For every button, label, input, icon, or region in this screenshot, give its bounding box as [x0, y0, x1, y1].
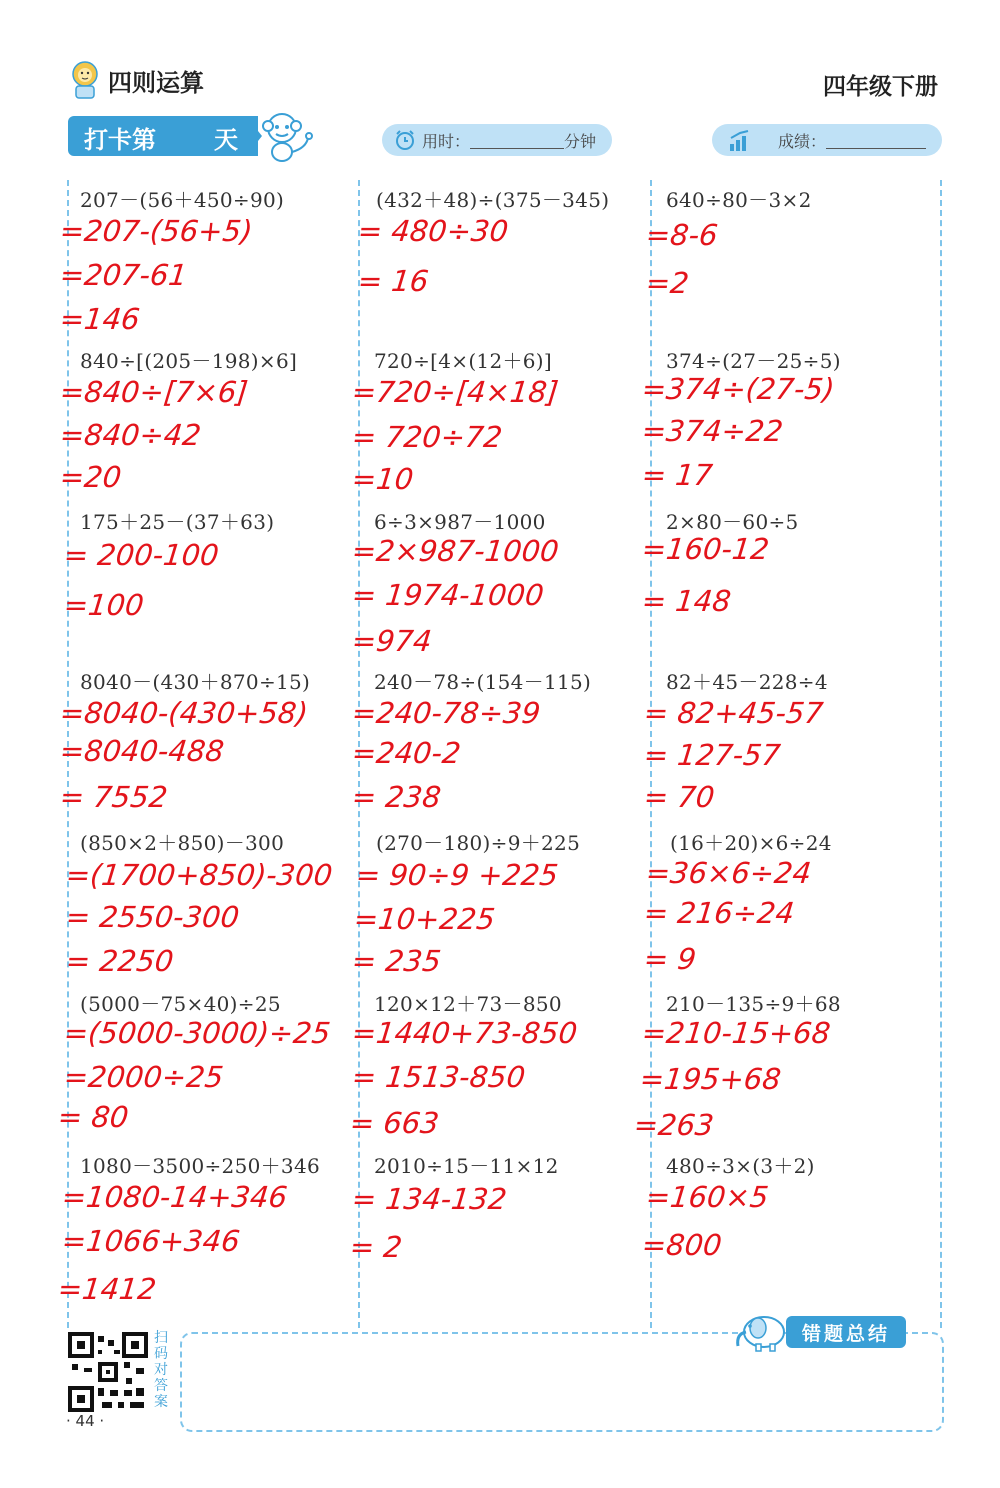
answer-step: = 82+45-57 [642, 696, 825, 730]
problem-expression: (270－180)÷9＋225 [376, 831, 581, 855]
answer-step: =800 [640, 1228, 724, 1262]
answer-step: =207-(56+5) [58, 214, 255, 248]
answer-step: = 1974-1000 [350, 578, 546, 612]
time-field[interactable] [382, 124, 612, 156]
answer-step: =2000÷25 [62, 1060, 226, 1094]
problem-expression: (850×2＋850)－300 [80, 831, 285, 855]
answer-step: = 2250 [64, 944, 176, 978]
answer-step: = 2 [348, 1230, 404, 1264]
monkey-mascot-icon [256, 108, 314, 164]
answer-step: =210-15+68 [640, 1016, 833, 1050]
answer-step: = 238 [350, 780, 443, 814]
answer-step: = 80 [56, 1100, 131, 1134]
problem-expression: 480÷3×(3＋2) [666, 1154, 815, 1178]
problem-expression: 82＋45－228÷4 [666, 670, 828, 694]
answer-step: = 663 [348, 1106, 441, 1140]
answer-step: =240-78÷39 [350, 696, 543, 730]
problem-expression: 720÷[4×(12＋6)] [374, 349, 552, 373]
answer-step: = 720÷72 [350, 420, 504, 454]
page-number: · 44 · [66, 1412, 105, 1430]
answer-step: =1066+346 [60, 1224, 242, 1258]
error-summary-tag: 错题总结 [786, 1316, 906, 1348]
answer-step: = 200-100 [62, 538, 221, 572]
problem-expression: 6÷3×987－1000 [374, 510, 546, 534]
answer-step: = 148 [640, 584, 733, 618]
answer-step: = 70 [642, 780, 717, 814]
answer-step: = 7552 [58, 780, 170, 814]
punch-card-banner [68, 116, 258, 156]
answer-step: =8040-(430+58) [58, 696, 310, 730]
problem-expression: 840÷[(205－198)×6] [80, 349, 298, 373]
column-divider-right [940, 180, 942, 1328]
answer-step: =2 [644, 266, 691, 300]
answer-step: =195+68 [638, 1062, 783, 1096]
answer-step: =974 [350, 624, 434, 658]
score-blank[interactable] [826, 132, 926, 149]
section-header [68, 60, 204, 100]
answer-step: =207-61 [58, 258, 189, 292]
answer-step: =8-6 [644, 218, 720, 252]
answer-step: = 9 [642, 942, 698, 976]
answer-step: =840÷42 [58, 418, 203, 452]
answer-step: =100 [62, 588, 146, 622]
time-unit: 分钟 [564, 131, 597, 151]
answer-step: = 1513-850 [350, 1060, 527, 1094]
problem-expression: 2010÷15－11×12 [374, 1154, 559, 1178]
time-label: 用时： [422, 131, 471, 151]
answer-step: = 2550-300 [64, 900, 241, 934]
alarm-clock-icon [394, 129, 416, 151]
answer-step: = 17 [640, 458, 715, 492]
problem-expression: 120×12＋73－850 [374, 992, 562, 1016]
answer-step: =1080-14+346 [60, 1180, 289, 1214]
answer-step: =160-12 [640, 532, 771, 566]
problem-expression: 207－(56＋450÷90) [80, 188, 285, 212]
answer-step: = 90÷9 +225 [354, 858, 560, 892]
problem-expression: 1080－3500÷250＋346 [80, 1154, 321, 1178]
problem-expression: (16＋20)×6÷24 [670, 831, 832, 855]
answer-step: = 16 [356, 264, 431, 298]
answer-step: =20 [58, 460, 123, 494]
answer-step: =720÷[4×18] [350, 375, 561, 409]
section-title: 四则运算 [108, 68, 204, 97]
day-label: 天 [214, 126, 238, 154]
answer-step: =240-2 [350, 736, 463, 770]
answer-step: = 480÷30 [356, 214, 510, 248]
bar-chart-icon [728, 128, 754, 152]
answer-step: = 235 [350, 944, 443, 978]
answer-step: =10 [350, 462, 415, 496]
answer-step: =36×6÷24 [644, 856, 813, 890]
answer-step: =263 [632, 1108, 716, 1142]
answer-step: =160×5 [644, 1180, 771, 1214]
answer-step: =2×987-1000 [350, 534, 561, 568]
problem-expression: 374÷(27－25÷5) [666, 349, 841, 373]
answer-step: =1412 [56, 1272, 158, 1306]
time-blank[interactable] [470, 132, 564, 149]
answer-step: =840÷[7×6] [58, 375, 250, 409]
answer-step: =8040-488 [58, 734, 226, 768]
punch-label: 打卡第 [84, 126, 156, 154]
score-label: 成绩： [778, 131, 827, 151]
lion-logo-icon [68, 60, 102, 100]
score-field[interactable] [712, 124, 942, 156]
problem-expression: (432＋48)÷(375－345) [376, 188, 610, 212]
answer-step: =10+225 [352, 902, 497, 936]
answer-step: = 216÷24 [642, 896, 796, 930]
answer-step: = 134-132 [350, 1182, 509, 1216]
answer-step: =374÷22 [640, 414, 785, 448]
problem-expression: 640÷80－3×2 [666, 188, 812, 212]
qr-code-icon[interactable] [68, 1332, 148, 1412]
answer-step: =374÷(27-5) [640, 372, 837, 406]
elephant-icon [732, 1308, 790, 1352]
problem-expression: 210－135÷9＋68 [666, 992, 841, 1016]
scan-for-answers-label: 扫码对答案 [154, 1330, 168, 1410]
problem-expression: 8040－(430＋870÷15) [80, 670, 311, 694]
answer-step: =(1700+850)-300 [64, 858, 334, 892]
problem-expression: 2×80－60÷5 [666, 510, 799, 534]
answer-step: = 127-57 [642, 738, 783, 772]
problem-expression: (5000－75×40)÷25 [80, 992, 281, 1016]
problem-expression: 175＋25－(37＋63) [80, 510, 275, 534]
grade-label: 四年级下册 [823, 74, 938, 100]
answer-step: =1440+73-850 [350, 1016, 579, 1050]
problem-expression: 240－78÷(154－115) [374, 670, 592, 694]
answer-step: =(5000-3000)÷25 [62, 1016, 332, 1050]
answer-step: =146 [58, 302, 142, 336]
